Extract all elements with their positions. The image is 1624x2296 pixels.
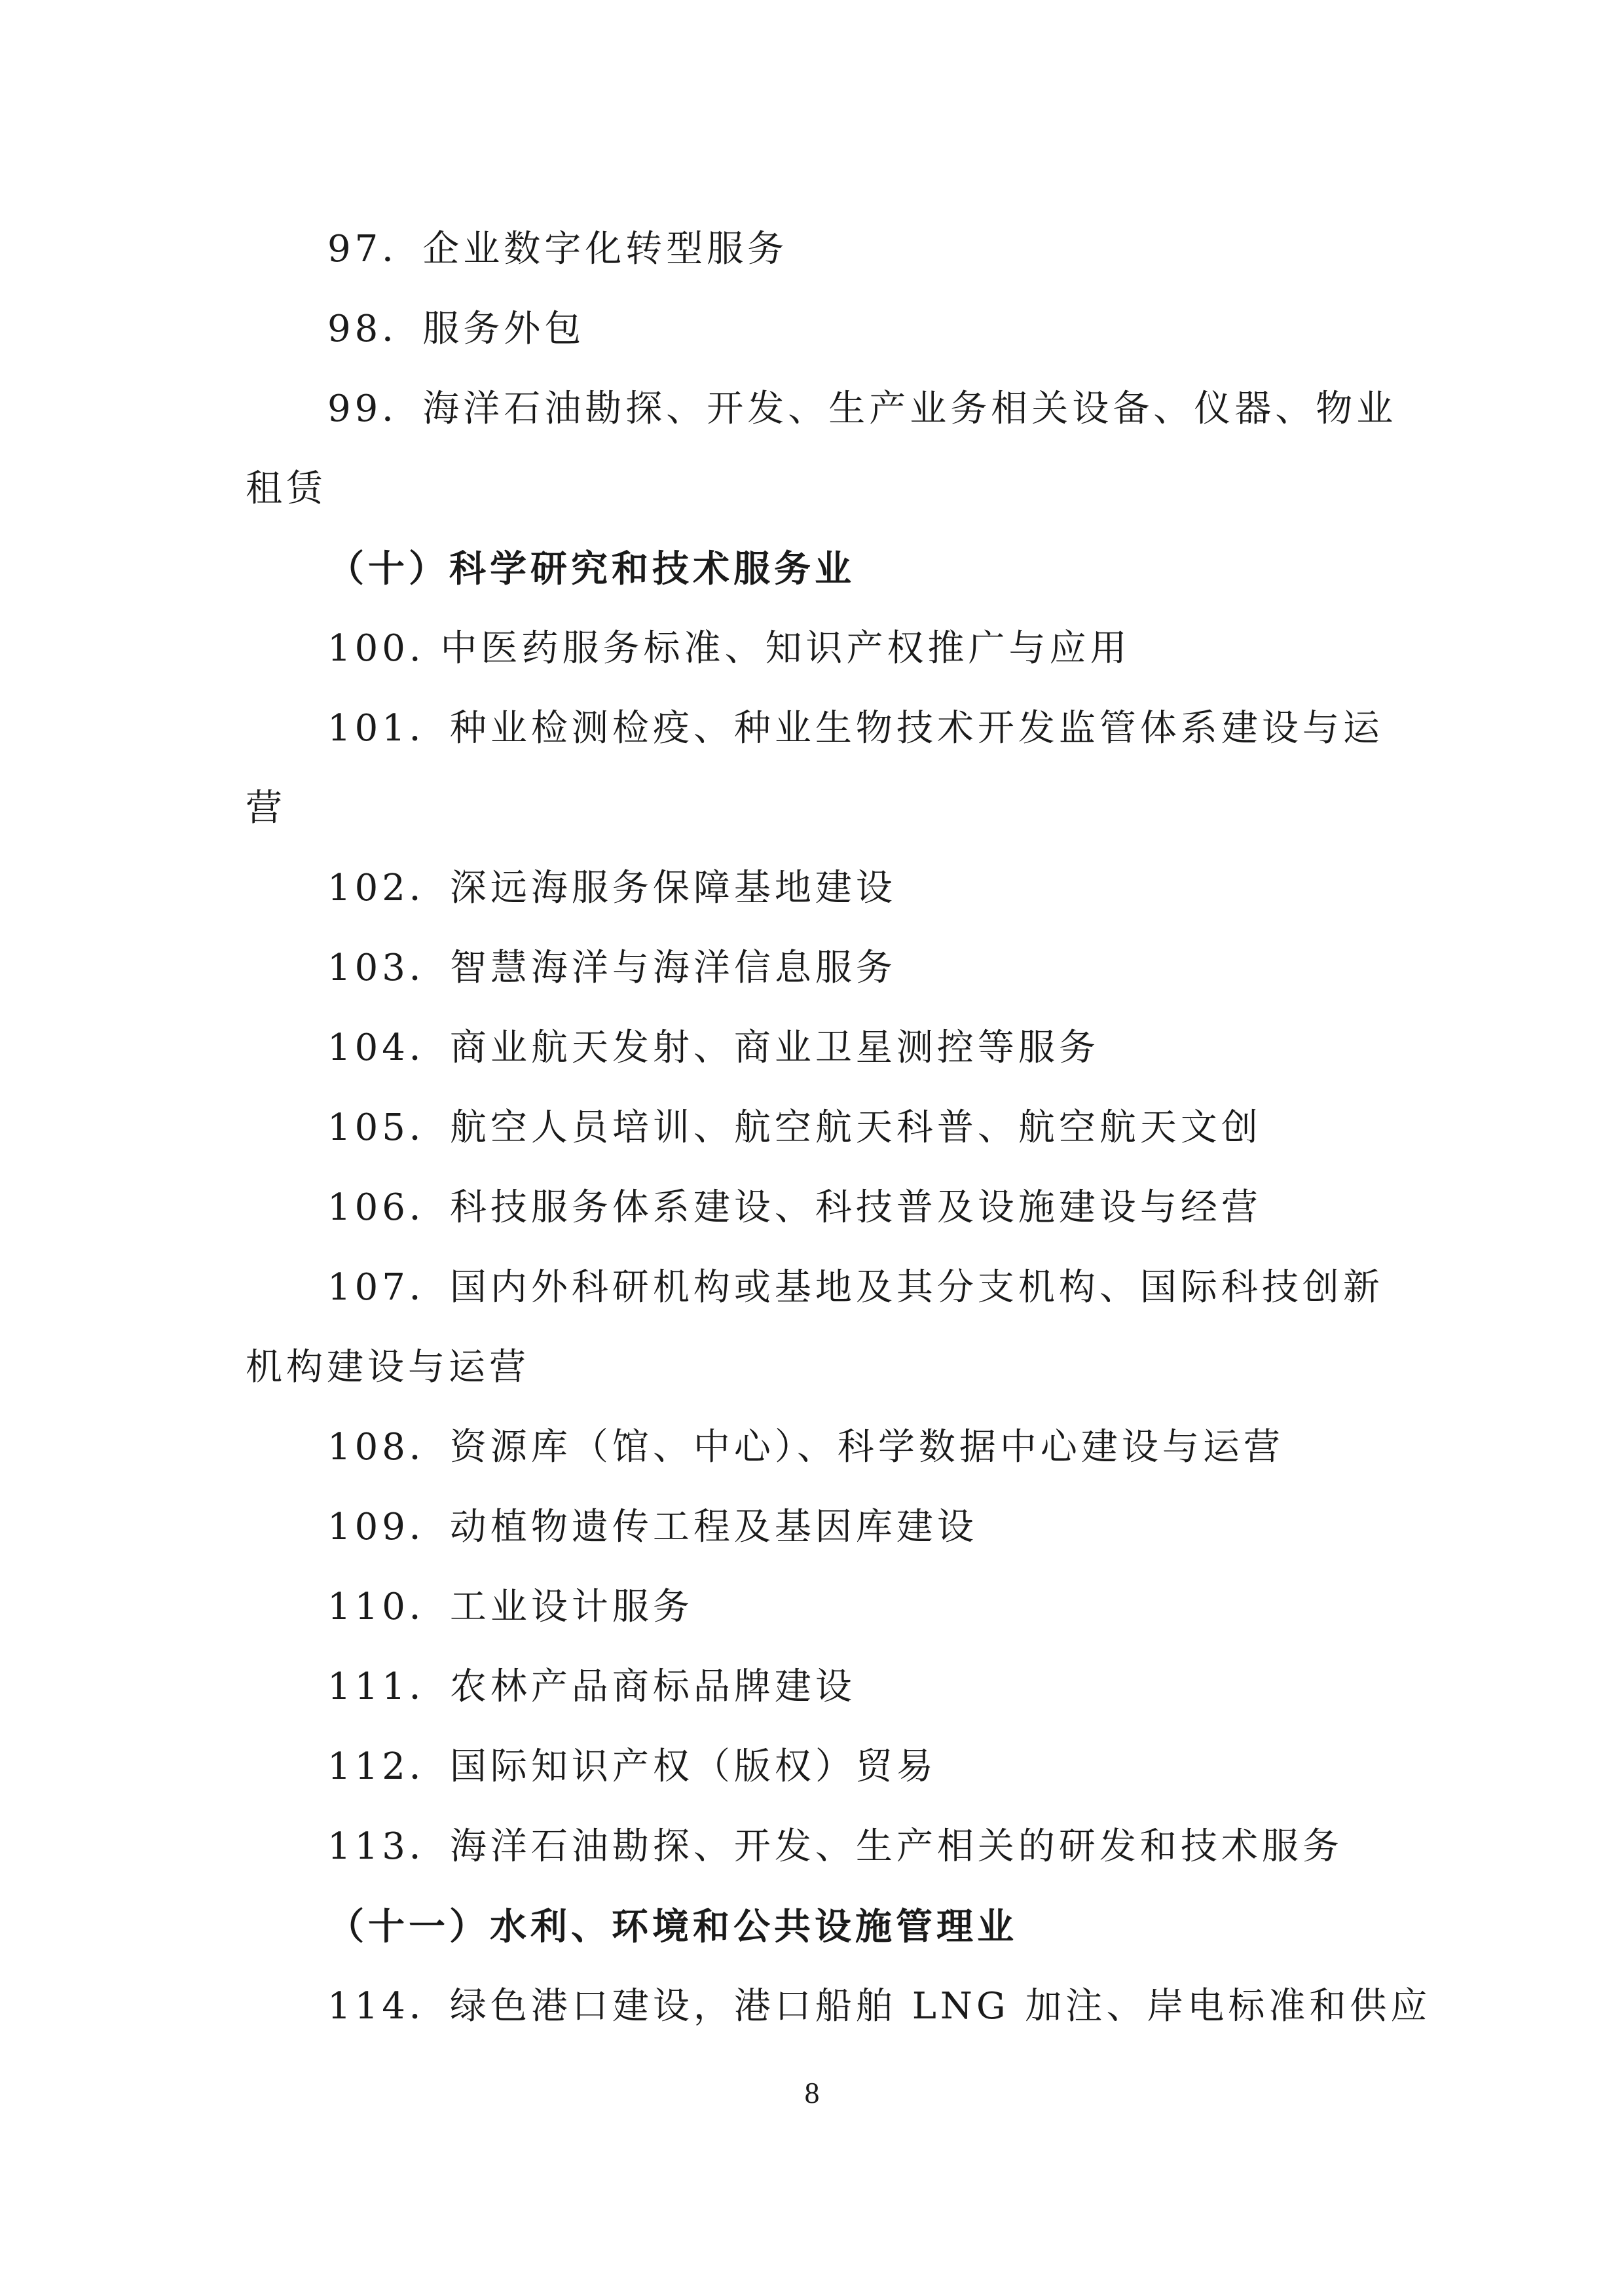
list-item-111: 111．农林产品商标品牌建设 bbox=[327, 1666, 856, 1708]
page-number: 8 bbox=[804, 2076, 820, 2109]
list-item-103: 103．智慧海洋与海洋信息服务 bbox=[327, 947, 896, 989]
list-item-112: 112．国际知识产权（版权）贸易 bbox=[327, 1745, 937, 1788]
list-item-101: 101．种业检测检疫、种业生物技术开发监管体系建设与运 bbox=[327, 707, 1384, 750]
section-heading-11: （十一）水利、环境和公共设施管理业 bbox=[327, 1905, 1018, 1948]
list-item-108: 108．资源库（馆、中心）、科学数据中心建设与运营 bbox=[327, 1426, 1284, 1468]
list-item-110: 110．工业设计服务 bbox=[327, 1586, 693, 1628]
list-item-99-continuation: 租赁 bbox=[246, 467, 327, 510]
list-item-107: 107．国内外科研机构或基地及其分支机构、国际科技创新 bbox=[327, 1266, 1384, 1309]
list-item-101-continuation: 营 bbox=[246, 787, 286, 829]
list-item-114: 114．绿色港口建设，港口船舶 LNG 加注、岸电标准和供应 bbox=[327, 1985, 1431, 2028]
list-item-98: 98．服务外包 bbox=[327, 308, 585, 350]
list-item-104: 104．商业航天发射、商业卫星测控等服务 bbox=[327, 1027, 1099, 1069]
section-heading-10: （十）科学研究和技术服务业 bbox=[327, 547, 855, 591]
list-item-109: 109．动植物遗传工程及基因库建设 bbox=[327, 1506, 978, 1548]
list-item-107-continuation: 机构建设与运营 bbox=[246, 1346, 530, 1389]
list-item-105: 105．航空人员培训、航空航天科普、航空航天文创 bbox=[327, 1106, 1262, 1149]
list-item-97: 97．企业数字化转型服务 bbox=[327, 228, 788, 270]
list-item-99: 99．海洋石油勘探、开发、生产业务相关设备、仪器、物业 bbox=[327, 388, 1397, 430]
list-item-100: 100. 中医药服务标准、知识产权推广与应用 bbox=[327, 627, 1131, 670]
document-body bbox=[246, 210, 1431, 2047]
list-item-113: 113．海洋石油勘探、开发、生产相关的研发和技术服务 bbox=[327, 1825, 1343, 1868]
list-item-102: 102．深远海服务保障基地建设 bbox=[327, 867, 896, 909]
list-item-106: 106．科技服务体系建设、科技普及设施建设与经营 bbox=[327, 1186, 1262, 1229]
